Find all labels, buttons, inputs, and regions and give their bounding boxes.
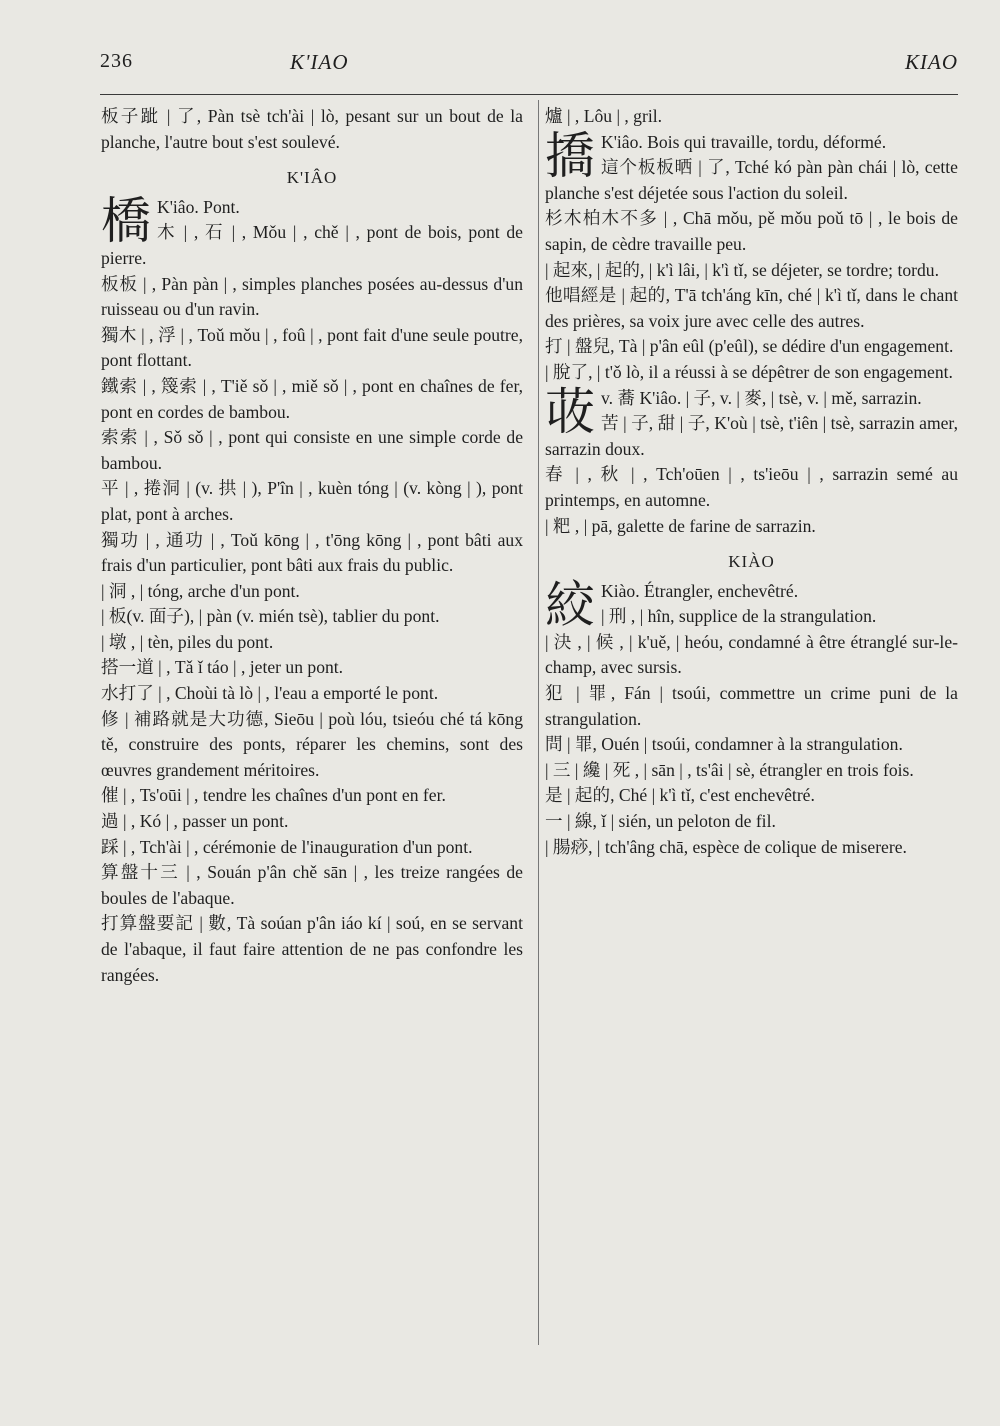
entry: 獨木 | , 浮 | , Toǔ mǒu | , foû | , pont fait d'une seule poutre, pont flottant. (101, 324, 523, 371)
entry: | 三 | 纔 | 死 , | sān | , ts'âi | sè, étrangler en trois fois. (545, 759, 914, 780)
entry: 木 | , 石 | , Mǒu | , chě | , pont de bois, pont de pierre. (101, 222, 523, 268)
entry: 是 | 起的, Ché | k'ì tǐ, c'est enchevêtré. (545, 785, 815, 806)
entry: | 洞 , | tóng, arche d'un pont. (101, 580, 300, 601)
headword-definition: K'iâo. Pont. (157, 196, 240, 217)
running-head (100, 50, 958, 80)
entry: | 腸痧, | tch'âng chā, espèce de colique de miserere. (545, 836, 907, 857)
entry: | 刑 , | hîn, supplice de la strangulation. (601, 606, 877, 627)
entry: 他唱經是 | 起的, T'ā tch'áng kīn, ché | k'ì tǐ, dans le chant des prières, sa voix jure avec celle des autres. (545, 285, 958, 331)
headword-character: 荍 (545, 382, 595, 441)
entry: 春 | , 秋 | , Tch'oūen | , ts'ieōu | , sarrazin semé au printemps, en automne. (545, 464, 958, 510)
entry: 一 | 線, ǐ | sién, un peloton de fil. (545, 811, 776, 832)
entry: 爐 | , Lôu | , gril. (545, 106, 662, 126)
entry: 平 | , 捲洞 | (v. 拱 | ), P'în | , kuèn tóng | (v. kòng | ), pont plat, pont à arches. (101, 478, 523, 524)
headword-character: 橋 (101, 191, 151, 250)
entry: 催 | , Ts'oūi | , tendre les chaînes d'un pont en fer. (101, 785, 446, 806)
headword-character: 撟 (545, 126, 595, 185)
headword-character: 絞 (545, 575, 595, 634)
entry: | 粑 , | pā, galette de farine de sarrazin. (545, 515, 816, 536)
entry: | 起來, | 起的, | k'ì lâi, | k'ì tǐ, se déjeter, se tordre; tordu. (545, 259, 940, 280)
entry: 打算盤要記 | 數, Tà soúan p'ân iáo kí | soú, en se servant de l'abaque, il faut faire attention de ne pas confondre les rangées. (101, 913, 523, 985)
entry: | 脫了, | t'ǒ lò, il a réussi à se dépêtrer de son engagement. (545, 361, 953, 382)
entry: 鐵索 | , 篾索 | , T'iě sǒ | , miě sǒ | , pont en chaînes de fer, pont en cordes de bambou. (101, 375, 523, 422)
entry: 打 | 盤兒, Tà | p'ân eûl (p'eûl), se dédire d'un engagement. (545, 336, 954, 357)
left-running-title: K'IAO (290, 50, 349, 74)
entry: 犯 | 罪, Fán | tsoúi, commettre un crime puni de la strangulation. (545, 683, 958, 729)
entry: 索索 | , Sǒ sǒ | , pont qui consiste en une simple corde de bambou. (101, 427, 523, 473)
entry: 水打了 | , Choùi tà lò | , l'eau a emporté le pont. (101, 683, 439, 704)
entry: | 決 , | 候 , | k'uě, | heóu, condamné à être étranglé sur-le-champ, avec sursis. (545, 631, 958, 678)
entry: 搭一道 | , Tǎ ǐ táo | , jeter un pont. (101, 657, 344, 678)
column-rule (538, 100, 539, 1345)
headword-definition: Kiào. Étrangler, enchevêtré. (601, 580, 799, 601)
entry: 板子跐 | 了, Pàn tsè tch'ài | lò, pesant sur un bout de la planche, l'autre bout s'est soulevé. (101, 106, 523, 152)
headword-definition: K'iâo. Bois qui travaille, tordu, déformé. (601, 131, 887, 152)
left-column (101, 104, 523, 988)
section-heading: KIÀO (728, 552, 775, 572)
right-running-title: KIAO (905, 50, 958, 74)
right-column (545, 104, 958, 860)
headword-definition: v. 蕎 K'iâo. | 子, v. | 麥, | tsè, v. | mě, sarrazin. (601, 387, 922, 408)
page-number: 236 (100, 50, 133, 72)
entry: 修 | 補路就是大功德, Sieōu | poù lóu, tsieóu ché tá kōng tě, construire des ponts, réparer les chemins, sont des œuvres grandement méritoires. (101, 708, 523, 780)
entry: 過 | , Kó | , passer un pont. (101, 811, 289, 832)
section-heading: K'IÂO (286, 168, 338, 188)
entry: 板板 | , Pàn pàn | , simples planches posées au-dessus d'un ruisseau ou d'un ravin. (101, 273, 523, 320)
entry: 踩 | , Tch'ài | , cérémonie de l'inauguration d'un pont. (101, 836, 473, 857)
entry: | 墩 , | tèn, piles du pont. (101, 631, 274, 652)
header-rule (100, 94, 958, 95)
entry: 這个板板晒 | 了, Tché kó pàn pàn chái | lò, cette planche s'est déjetée sous l'action du soleil. (545, 157, 958, 203)
entry: 算盤十三 | , Souán p'ân chě sān | , les treize rangées de boules de l'abaque. (101, 862, 523, 908)
entry: | 板(v. 面子), | pàn (v. mién tsè), tablier du pont. (101, 606, 440, 627)
entry: 獨功 | , 通功 | , Toǔ kōng | , t'ōng kōng | , pont bâti aux frais d'un particulier, pont bâti aux frais du public. (101, 529, 523, 576)
entry: 杉木柏木不多 | , Chā mǒu, pě mǒu poǔ tō | , le bois de sapin, de cèdre travaille peu. (545, 208, 958, 254)
entry: 苦 | 子, 甜 | 子, K'où | tsè, t'iên | tsè, sarrazin amer, sarrazin doux. (545, 413, 958, 459)
entry: 問 | 罪, Ouén | tsoúi, condamner à la strangulation. (545, 734, 903, 755)
